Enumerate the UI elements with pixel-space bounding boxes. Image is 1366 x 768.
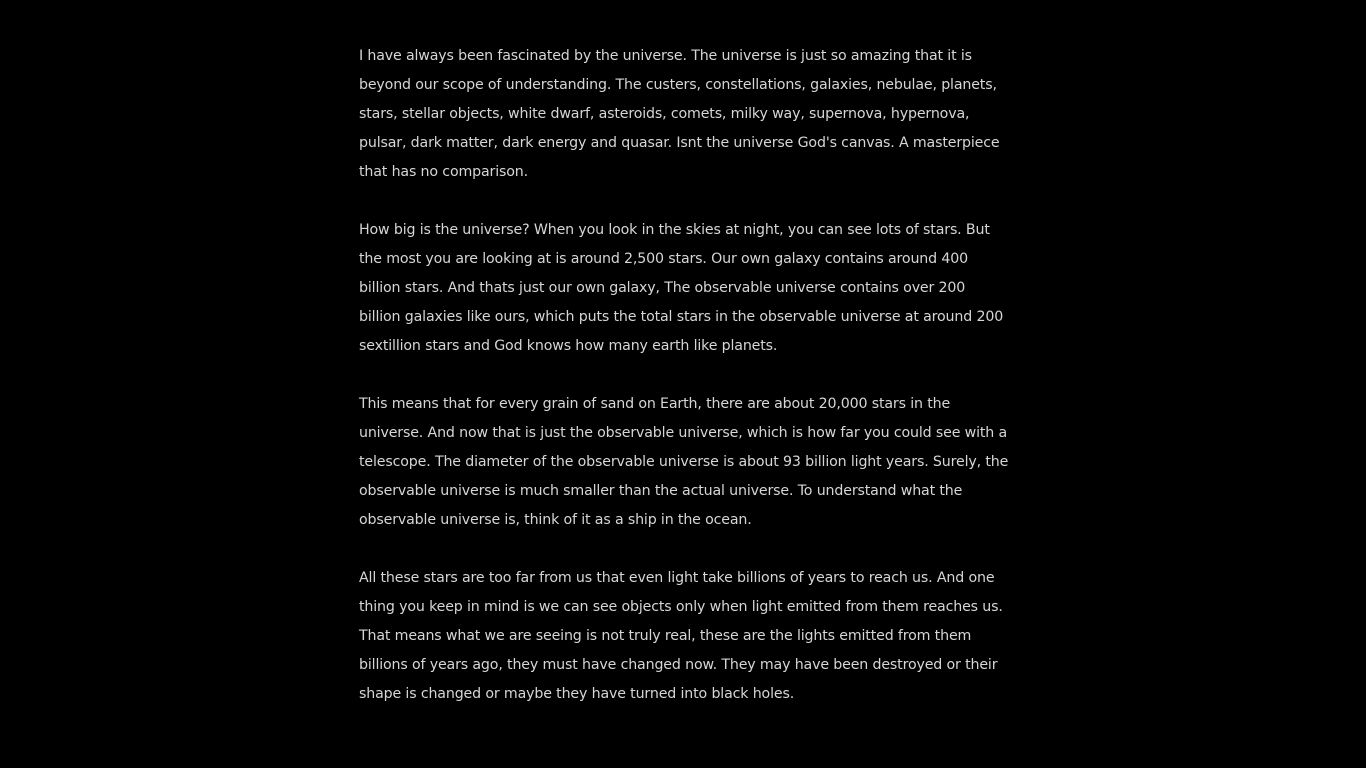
paragraph-2 [359,216,1009,361]
text-line: billion stars. And thats just our own galaxy, The observable universe contains over 200 [359,280,966,296]
text-line: pulsar, dark matter, dark energy and quasar. Isnt the universe God's canvas. A masterpiece [359,135,1000,151]
article-body [359,42,1009,738]
text-line: I have always been fascinated by the universe. The universe is just so amazing that it is [359,48,972,64]
paragraph-4 [359,564,1009,709]
text-line: sextillion stars and God knows how many earth like planets. [359,338,778,354]
text-line: observable universe is, think of it as a ship in the ocean. [359,512,752,528]
text-line: stars, stellar objects, white dwarf, asteroids, comets, milky way, supernova, hypernova, [359,106,970,122]
paragraph-3 [359,390,1009,535]
text-line: that has no comparison. [359,164,528,180]
text-line: How big is the universe? When you look in the skies at night, you can see lots of stars. But [359,222,990,238]
text-line: billion galaxies like ours, which puts the total stars in the observable universe at around 200 [359,309,1004,325]
text-line: All these stars are too far from us that even light take billions of years to reach us. And one [359,570,995,586]
text-line: thing you keep in mind is we can see objects only when light emitted from them reaches us. [359,599,1003,615]
text-line: This means that for every grain of sand on Earth, there are about 20,000 stars in the [359,396,951,412]
text-line: observable universe is much smaller than the actual universe. To understand what the [359,483,963,499]
paragraph-1 [359,42,1009,187]
text-line: billions of years ago, they must have changed now. They may have been destroyed or their [359,657,998,673]
text-line: That means what we are seeing is not truly real, these are the lights emitted from them [359,628,972,644]
text-line: beyond our scope of understanding. The custers, constellations, galaxies, nebulae, planets, [359,77,997,93]
text-line: telescope. The diameter of the observable universe is about 93 billion light years. Surely, the [359,454,1009,470]
text-line: shape is changed or maybe they have turned into black holes. [359,686,795,702]
text-line: the most you are looking at is around 2,500 stars. Our own galaxy contains around 400 [359,251,968,267]
text-line: universe. And now that is just the observable universe, which is how far you could see with a [359,425,1008,441]
